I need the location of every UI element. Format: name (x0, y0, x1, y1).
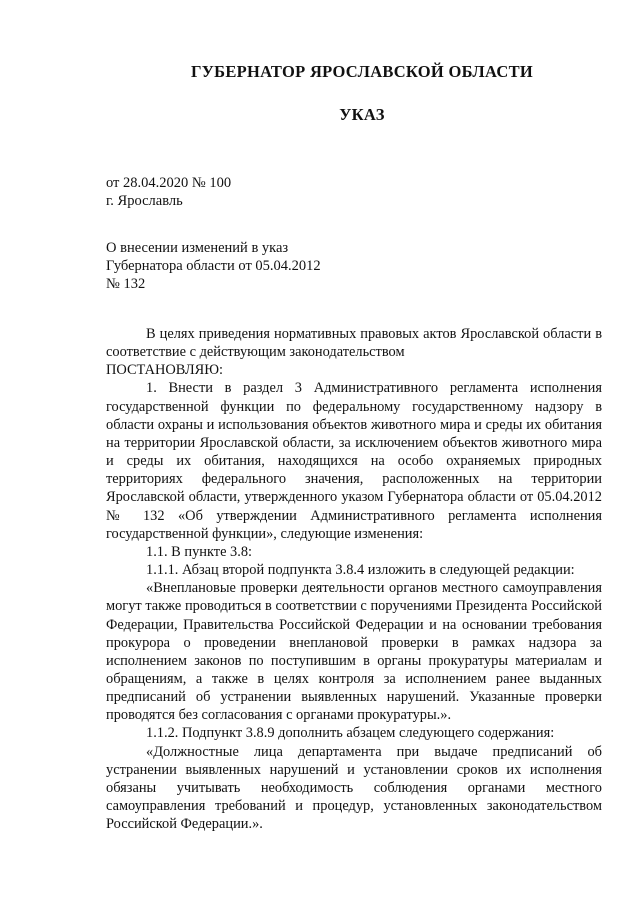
date-block (106, 174, 231, 210)
item-1-1-paragraph: 1.1. В пункте 3.8: (146, 543, 253, 560)
decree-word: ПОСТАНОВЛЯЮ: (106, 362, 224, 379)
date-number: от 28.04.2020 № 100 (106, 175, 232, 191)
item-1-paragraph: 1. Внести в раздел 3 Административного регламента исполнения государственной функции по федеральному государственному надзору в области охраны и использования объектов животного мира и среды их обитания на территории Ярославской области, за исключением объектов животного мира и среды их обитания, находящихся на особо охраняемых природных территориях федерального значения, расположенных на территории Ярославской области, утвержденного указом Губернатора области от 05.04.2012 № 132 «Об утверждении Административного регламента исполнения государственной функции», следующие изменения: (106, 380, 602, 542)
item-1-1-1-paragraph: 1.1.1. Абзац второй подпункта 3.8.4 изложить в следующей редакции: (146, 562, 575, 579)
preamble-paragraph: В целях приведения нормативных правовых актов Ярославской области в соответствие с действующим законодательством (106, 326, 602, 361)
subject-line-1: О внесении изменений в указ (106, 240, 289, 256)
subject-block (106, 239, 321, 293)
document-body (106, 325, 602, 833)
item-1-1-2-paragraph: 1.1.2. Подпункт 3.8.9 дополнить абзацем следующего содержания: (146, 725, 555, 742)
subject-line-3: № 132 (106, 276, 146, 292)
quote-1-paragraph: «Внеплановые проверки деятельности органов местного самоуправления могут также проводиться в соответствии с поручениями Президента Российской Федерации, Правительства Российской Федерации и на основании требования прокурора о проведении внеплановой проверки в рамках надзора за исполнением законов по поступившим в органы прокуратуры материалам и обращениям, а также в целях контроля за исполнением ранее выданных предписаний об устранении выявленных нарушений. Указанные проверки проводятся без согласования с органами прокуратуры.». (106, 580, 602, 724)
authority-title: ГУБЕРНАТОР ЯРОСЛАВСКОЙ ОБЛАСТИ (190, 62, 534, 81)
quote-2-paragraph: «Должностные лица департамента при выдаче предписаний об устранении выявленных нарушений и установлении сроков их исполнения обязаны учитывать необходимость соблюдения органами местного самоуправления требований и процедур, установленных законодательством Российской Федерации.». (106, 743, 602, 833)
city: г. Ярославль (106, 193, 183, 209)
subject-line-2: Губернатора области от 05.04.2012 (106, 258, 321, 274)
document-type-title: УКАЗ (339, 105, 385, 124)
